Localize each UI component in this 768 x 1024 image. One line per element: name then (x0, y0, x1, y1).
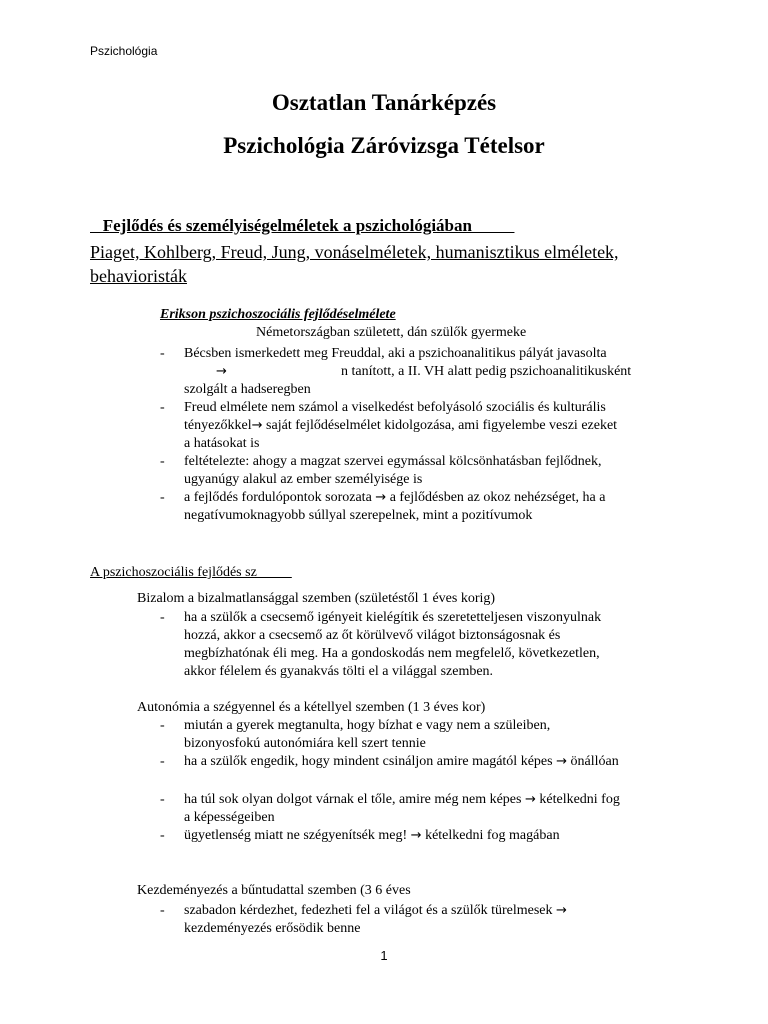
arrow-icon: → (556, 754, 567, 769)
stage-2-bullet-3-line-1: ha túl sok olyan dolgot várnak el tőle, amire még nem képes → kételkedni fog (184, 792, 620, 807)
erikson-heading: Erikson pszichoszociális fejlődéselmélete (160, 307, 396, 322)
erikson-bullet-1-line-2: n tanított, a II. VH alatt pedig pszichoanalitikusként (341, 364, 632, 379)
stage-2-bullet-1-line-1: miután a gyerek megtanulta, hogy bízhat e vagy nem a szüleiben, (184, 718, 551, 733)
document-title: Osztatlan Tanárképzés (271, 90, 497, 115)
arrow-icon: → (410, 828, 422, 843)
stage-2-bullet-1-line-2: bizonyosfokú autonómiára kell szert tennie (184, 736, 426, 751)
stage-1-text-line-1: ha a szülők a csecsemő igényeit kielégítik és szeretetteljesen viszonyulnak (184, 610, 602, 625)
bullet-dash: - (160, 828, 165, 843)
stages-heading: A pszichoszociális fejlődés sz (90, 565, 292, 580)
arrow-icon: → (524, 792, 536, 807)
stage-3-bullet-1-line-2: kezdeményezés erősödik benne (184, 921, 361, 936)
section-subtitle: Piaget, Kohlberg, Freud, Jung, vonáselméletek, humanisztikus elméletek, behavioristák (90, 242, 619, 286)
bullet-dash: - (160, 346, 165, 361)
erikson-bullet-2-line-1: Freud elmélete nem számol a viselkedést befolyásoló szociális és kulturális (184, 400, 606, 415)
erikson-intro: Németországban született, dán szülők gyermeke (256, 325, 527, 340)
arrow-icon: → (216, 364, 227, 379)
bullet-dash: - (160, 400, 165, 415)
page-header: Pszichológia (90, 44, 158, 58)
stage-2-bullet-3-line-2: a képességeiben (184, 810, 275, 825)
stage-1-text-line-4: akkor félelem és gyanakvás tölti el a világgal szemben. (184, 664, 494, 679)
erikson-bullet-3-line-2: ugyanúgy alakul az ember személyisége is (184, 472, 423, 487)
erikson-bullet-2-line-2: tényezőkkel→ saját fejlődéselmélet kidolgozása, ami figyelembe veszi ezeket (184, 418, 618, 433)
stage-1-text-line-2: hozzá, akkor a csecsemő az őt körülvevő világot biztonságosnak és (184, 628, 561, 643)
arrow-icon: → (556, 903, 567, 918)
stage-1-text-line-3: megbízhatónak éli meg. Ha a gondoskodás nem megfelelő, következetlen, (184, 646, 600, 661)
arrow-icon: → (251, 418, 263, 433)
erikson-bullet-2-line-3: a hatásokat is (184, 436, 260, 451)
bullet-dash: - (160, 490, 165, 505)
stage-2-bullet-2: ha a szülők engedik, hogy mindent csináljon amire magától képes → önállóan (184, 754, 619, 769)
erikson-bullet-1-line-3: szolgált a hadseregben (184, 382, 311, 397)
stage-3-title: Kezdeményezés a bűntudattal szemben (3 6 éves (137, 883, 411, 898)
bullet-dash: - (160, 610, 165, 625)
bullet-dash: - (160, 903, 165, 918)
stage-2-bullet-4: ügyetlenség miatt ne szégyenítsék meg! → kételkedni fog magában (184, 828, 560, 843)
section-heading: Fejlődés és személyiségelméletek a pszichológiában (90, 216, 515, 235)
bullet-dash: - (160, 718, 165, 733)
bullet-dash: - (160, 754, 165, 769)
erikson-bullet-4-line-1: a fejlődés fordulópontok sorozata → a fejlődésben az okoz nehézséget, ha a (184, 490, 606, 505)
page-number: 1 (380, 948, 388, 963)
arrow-icon: → (375, 490, 387, 505)
bullet-dash: - (160, 792, 165, 807)
document-subtitle: Pszichológia Záróvizsga Tételsor (223, 133, 545, 158)
bullet-dash: - (160, 454, 165, 469)
erikson-bullet-3-line-1: feltételezte: ahogy a magzat szervei egymással kölcsönhatásban fejlődnek, (184, 454, 602, 469)
stage-2-title: Autonómia a szégyennel és a kétellyel szemben (1 3 éves kor) (137, 700, 486, 715)
stage-1-title: Bizalom a bizalmatlansággal szemben (születéstől 1 éves korig) (137, 591, 496, 606)
stage-3-bullet-1-line-1: szabadon kérdezhet, fedezheti fel a világot és a szülők türelmesek → (184, 903, 567, 918)
erikson-bullet-4-line-2: negatívumoknagyobb súllyal szerepelnek, mint a pozitívumok (184, 508, 533, 523)
erikson-bullet-1-line-1: Bécsben ismerkedett meg Freuddal, aki a pszichoanalitikus pályát javasolta (184, 346, 607, 361)
